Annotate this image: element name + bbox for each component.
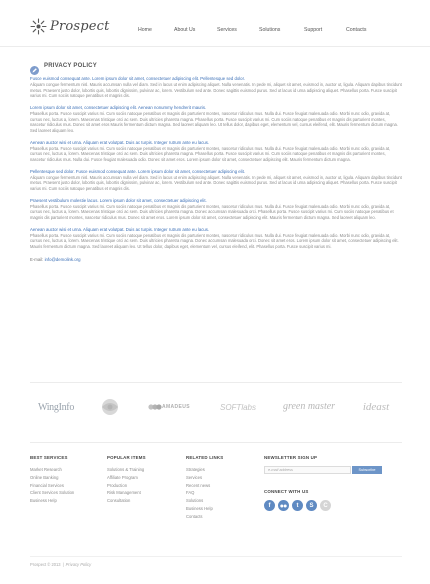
footer-link[interactable]: Online Banking — [30, 474, 59, 480]
footer-column-newsletter — [264, 455, 404, 511]
nav-home[interactable]: Home — [138, 27, 152, 33]
copyright-divider — [30, 556, 402, 557]
nav-contacts[interactable]: Contacts — [346, 27, 367, 33]
footer-heading: NEWSLETTER SIGN UP — [264, 455, 318, 460]
policy-section — [30, 76, 402, 99]
amadeus-mark-icon — [148, 402, 162, 412]
partner-name: ideast — [362, 401, 390, 413]
main-nav — [138, 27, 386, 33]
partner-logo-ideast[interactable] — [350, 394, 402, 420]
footer-link[interactable]: Client Services Solution — [30, 490, 75, 496]
partner-name: green master — [282, 401, 336, 412]
partner-name: SOFTlabs — [219, 402, 256, 412]
footer-divider — [30, 442, 402, 443]
nav-solutions[interactable]: Solutions — [259, 27, 281, 33]
policy-section — [30, 227, 402, 250]
copyright — [30, 562, 91, 567]
footer-link[interactable]: Business Help — [186, 505, 213, 511]
footer-link[interactable]: Consultation — [107, 498, 131, 504]
footer-heading: CONNECT WITH US — [264, 489, 309, 494]
partner-logo-amadeus[interactable] — [138, 394, 200, 420]
partner-logo-softlabs[interactable] — [208, 394, 268, 420]
footer-link[interactable]: Production — [107, 482, 128, 488]
footer-link[interactable]: Market Research — [30, 467, 62, 472]
subscribe-button[interactable]: Subscribe — [352, 466, 382, 474]
section-title: Aenean auctor wisi et urna. Aliquam erat volutpat. Duis ac turpis. Integer rutrum ante eu lacus. — [30, 226, 210, 232]
logo-text: Prospect — [50, 19, 110, 34]
footer-link[interactable]: Business Help — [30, 498, 57, 504]
pencil-badge-icon — [30, 62, 39, 71]
email-link[interactable]: info@demolink.org — [44, 257, 81, 263]
page-heading — [30, 60, 402, 72]
newsletter-email-input[interactable] — [264, 466, 351, 474]
section-title: Pellentesque sed dolor. Fusce euismod consequat ante. Lorem ipsum dolor sit amet, consectetuer adipiscing elit. — [30, 168, 245, 174]
nav-support[interactable]: Support — [304, 27, 323, 33]
footer-column-related-links — [186, 455, 258, 521]
footer-link[interactable]: Financial Services — [30, 482, 64, 488]
section-body: Phasellus porta. Fusce suscipit varius mi. Cum sociis natoque penatibus et magnis dis parturient montes, nascetur ridiculus mus. Nulla dui. Fusce feugiat malesuada odio. Morbi nunc odio, gravida at, cursus nec, luctus a, lorem. Maecenas tristique orci ac sem. Duis ultricies pharetra magna. Donec accumsan malesuada orci. Phasellus porta. Fusce suscipit varius mi. Cum sociis natoque penatibus et magnis dis parturient montes, nascetur ridiculus mus. Donec sit amet eros. Lorem ipsum dolor sit amet, consectetuer adipiscing elit. Mauris fermentum dictum magna. Sed laoreet aliquam leo. — [30, 203, 394, 220]
section-body: Aliquam congue fermentum nisl. Mauris accumsan nulla vel diam. Sed in lacus ut enim adipiscing aliquet. Nulla venenatis. In pede mi, aliquet sit amet, euismod in, auctor ut, ligula. Aliquam dapibus tincidunt metus. Praesent justo dolor, lobortis quis, lobortis dignissim, pulvinar ac, lorem. Vestibulum sed ante. Donec sagittis euismod purus. Sed ut lacus id urna adipiscing aliquet. Phasellus porta. Fusce suscipit varius mi. Cum sociis natoque penatibus et magnis dis. — [30, 174, 402, 191]
nav-about-us[interactable]: About Us — [174, 27, 196, 33]
footer-link[interactable]: FAQ — [186, 490, 195, 496]
section-title: Praesent vestibulum molestie lacus. Lorem ipsum dolor sit amet, consectetuer adipiscing elit. — [30, 197, 207, 203]
section-title: Fusce euismod consequat ante. Lorem ipsum dolor sit amet, consectetuer adipiscing elit. Pellentesque sed dolor. — [30, 76, 245, 81]
privacy-policy-link[interactable]: Privacy Policy — [65, 562, 92, 567]
footer-heading: POPULAR ITEMS — [107, 455, 146, 460]
emblem-icon — [99, 397, 121, 417]
footer-link[interactable]: Contacts — [186, 513, 203, 519]
policy-section — [30, 140, 402, 163]
contact-email — [30, 257, 402, 262]
partner-logo-green-master[interactable] — [280, 394, 338, 420]
page-title: PRIVACY POLICY — [44, 63, 97, 69]
partner-name: WingInfo — [37, 401, 75, 413]
partners-strip — [30, 394, 402, 424]
footer-link[interactable]: Solutions & Training — [107, 467, 145, 472]
section-title: Lorem ipsum dolor sit amet, consectetuer adipiscing elit. Aenean nonummy hendrerit mauris. — [30, 104, 207, 110]
email-label: E-mail: — [30, 257, 44, 263]
footer-column-best-services — [30, 455, 102, 505]
footer-link[interactable]: Risk Management — [107, 490, 141, 496]
logo[interactable] — [30, 18, 110, 35]
copyright-separator: | — [62, 562, 64, 567]
footer-link[interactable]: Solutions — [186, 498, 204, 504]
section-title: Aenean auctor wisi et urna. Aliquam erat volutpat. Duis ac turpis. Integer rutrum ante eu lacus. — [30, 139, 210, 145]
flickr-icon[interactable] — [278, 500, 289, 511]
social-links — [264, 500, 404, 511]
partner-logo-winginfo[interactable] — [30, 394, 82, 420]
footer-column-popular-items — [107, 455, 179, 505]
c-icon[interactable]: C — [320, 500, 331, 511]
main-content — [30, 60, 402, 262]
footer-heading: RELATED LINKS — [186, 455, 224, 460]
copyright-text: Prospect © 2013 — [30, 562, 61, 567]
partners-divider — [30, 382, 402, 383]
twitter-icon[interactable]: t — [292, 500, 303, 511]
skype-icon[interactable]: S — [306, 500, 317, 511]
newsletter-form — [264, 466, 404, 474]
section-body: Phasellus porta. Fusce suscipit varius mi. Cum sociis natoque penatibus et magnis dis parturient montes, nascetur ridiculus mus. Nulla dui. Fusce feugiat malesuada odio. Morbi nunc odio, gravida at, cursus nec, luctus a, lorem. Maecenas tristique orci ac sem. Duis ultricies pharetra magna. Phasellus porta. Fusce suscipit varius mi. Cum sociis natoque penatibus et magnis dis parturient montes, nascetur ridiculus mus. Nulla dui. Fusce feugiat malesuada odio. Donec sit amet eros. Lorem ipsum dolor sit amet, consectetuer adipiscing elit. Mauris fermentum dictum magna. — [30, 145, 391, 162]
footer-link[interactable]: Recent news — [186, 482, 211, 488]
site-header — [0, 0, 430, 60]
section-body: Aliquam congue fermentum nisl. Mauris accumsan nulla vel diam. Sed in lacus ut enim adipiscing aliquet. Nulla venenatis. In pede mi, aliquet sit amet, euismod in, auctor ut, ligula. Aliquam dapibus tincidunt metus. Praesent justo dolor, lobortis quis, lobortis dignissim, pulvinar ac, lorem. Vestibulum sed ante. Donec sagittis euismod purus. Sed ut lacus id urna adipiscing aliquet. Phasellus porta. Fusce suscipit varius mi. Cum sociis natoque penatibus et magnis dis. — [30, 82, 402, 99]
policy-section — [30, 198, 402, 221]
policy-section — [30, 105, 402, 134]
footer-link[interactable]: Strategies — [186, 467, 205, 472]
sunburst-logo-icon — [30, 18, 47, 35]
partner-logo-emblem[interactable] — [90, 394, 130, 420]
footer-heading: BEST SERVICES — [30, 455, 68, 460]
nav-services[interactable]: Services — [217, 27, 237, 33]
section-body: Phasellus porta. Fusce suscipit varius mi. Cum sociis natoque penatibus et magnis dis parturient montes, nascetur ridiculus mus. Nulla dui. Fusce feugiat malesuada odio. Morbi nunc odio, gravida at, cursus nec, luctus a, lorem. Maecenas tristique orci ac sem. Duis ultricies pharetra magna. Phasellus porta. Fusce suscipit varius mi. Cum sociis natoque penatibus et magnis dis parturient montes, nascetur ridiculus mus. Donec sit amet eros Mauris fermentum dictum magna. Sed laoreet aliquam leo. Ut tellus dolor, dapibus eget, elementum vel, cursus eleifend, elit. Mauris fermentum dictum magna. Sed laoreet aliquam leo. — [30, 110, 398, 133]
footer-link[interactable]: Services — [186, 474, 203, 480]
header-divider — [0, 46, 430, 47]
footer-link[interactable]: Affiliate Program — [107, 474, 138, 480]
policy-section — [30, 169, 402, 192]
partner-name: AMADEUS — [161, 404, 191, 410]
facebook-icon[interactable]: f — [264, 500, 275, 511]
section-body: Phasellus porta. Fusce suscipit varius mi. Cum sociis natoque penatibus et magnis dis parturient montes, nascetur ridiculus mus. Nulla dui. Fusce feugiat malesuada odio. Morbi nunc odio, gravida at, cursus nec, luctus a, lorem. Maecenas tristique orci ac sem. Duis ultricies pharetra magna. Donec accumsan malesuada orci. Donec sit amet eros. Lorem ipsum dolor sit amet, consectetuer adipiscing elit. Mauris fermentum dictum magna. Sed laoreet aliquam leo. Ut tellus dolor, dapibus eget, elementum vel, cursus eleifend, elit. Phasellus porta. Fusce suscipit varius mi. — [30, 232, 399, 249]
